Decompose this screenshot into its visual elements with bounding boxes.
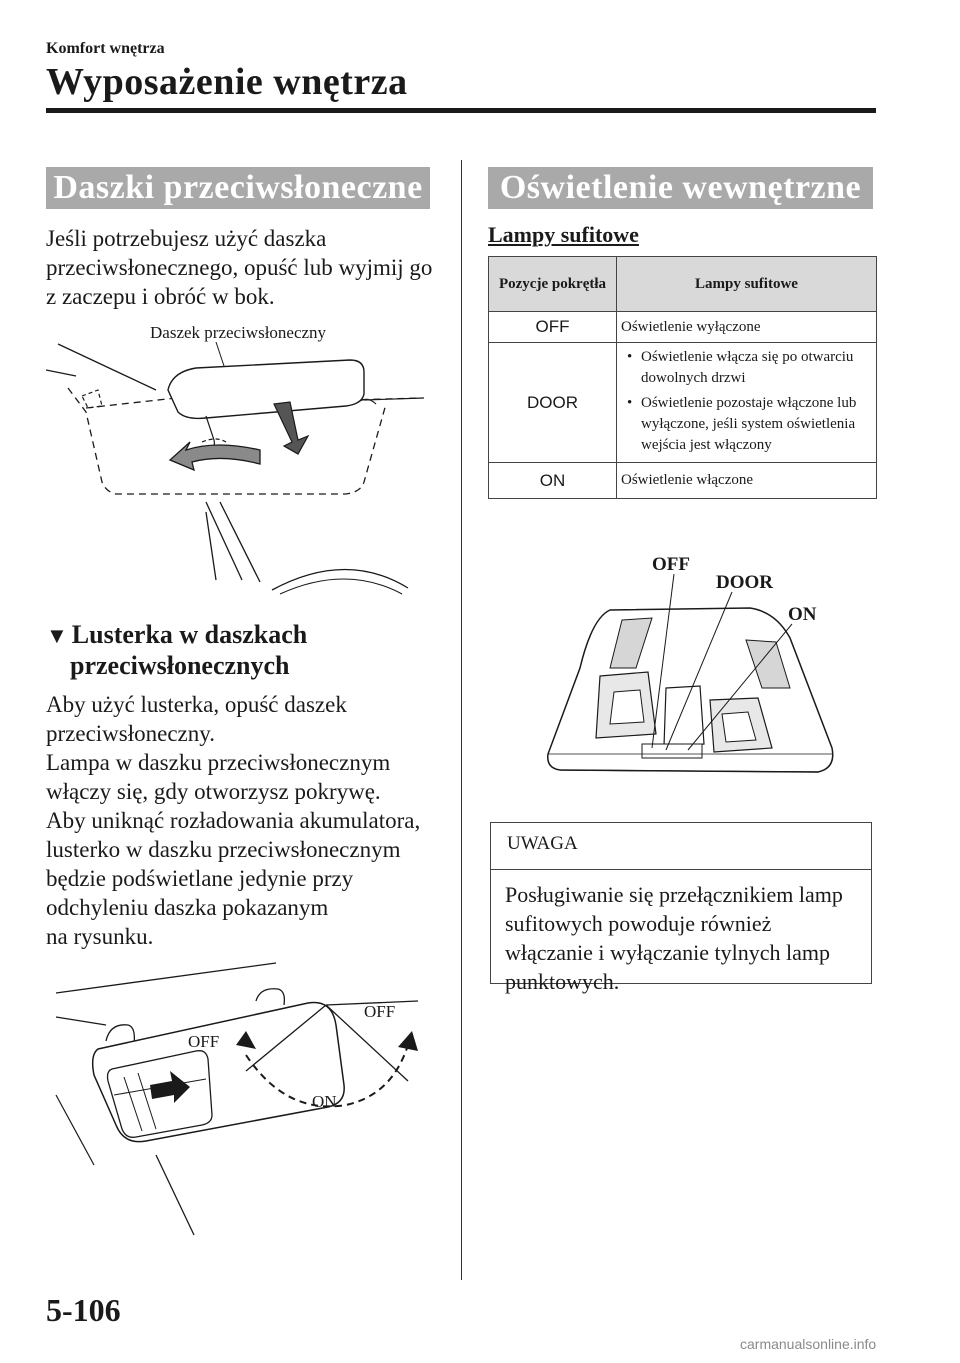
body-line: lusterko w daszku przeciwsłonecznym — [46, 837, 401, 862]
list-item: • Oświetlenie włącza się po otwarciu dowolnych drzwi — [641, 347, 876, 389]
vanity-mirror-figure — [46, 945, 446, 1245]
switch-positions-table — [488, 256, 877, 499]
watermark: carmanualsonline.info — [740, 1336, 877, 1352]
off-label-right: OFF — [364, 1002, 396, 1021]
header-rule — [46, 108, 876, 113]
body-line: na rysunku. — [46, 924, 154, 949]
body-line: Lampa w daszku przeciwsłonecznym — [46, 750, 391, 775]
intro-line: Jeśli potrzebujesz użyć daszka — [46, 226, 327, 251]
table-header-row — [489, 257, 877, 312]
door-label: DOOR — [716, 572, 773, 593]
note-line: włączanie i wyłączanie tylnych lamp — [505, 940, 830, 965]
description-cell — [617, 343, 877, 463]
intro-line: z zaczepu i obróć w bok. — [46, 284, 275, 309]
table-header: Lampy sufitowe — [617, 257, 877, 312]
column-divider — [461, 160, 462, 1280]
page-number: 5-106 — [46, 1292, 121, 1328]
position-cell: DOOR — [489, 343, 617, 463]
table-row — [489, 463, 877, 499]
body-line: włączy się, gdy otworzysz pokrywę. — [46, 779, 381, 804]
note-heading: UWAGA — [491, 823, 871, 870]
description-cell: Oświetlenie włączone — [617, 463, 877, 499]
section-title-ceiling-lamps: Lampy sufitowe — [488, 222, 639, 247]
visor-label: Daszek przeciwsłoneczny — [150, 323, 327, 342]
note-body — [491, 870, 871, 1006]
list-item: • Oświetlenie pozostaje włączone lub wyłączone, jeśli system oświetlenia wejścia jest włączony — [641, 393, 876, 456]
body-line: będzie podświetlane jedynie przy — [46, 866, 354, 891]
off-label: OFF — [652, 554, 690, 575]
position-cell: ON — [489, 463, 617, 499]
table-row — [489, 312, 877, 343]
body-line: przeciwsłoneczny. — [46, 721, 216, 746]
body-line: Aby uniknąć rozładowania akumulatora, — [46, 808, 421, 833]
off-label-left: OFF — [188, 1032, 220, 1051]
body-line: odchyleniu daszka pokazanym — [46, 895, 329, 920]
bullet-list — [621, 347, 876, 456]
note-line: punktowych. — [505, 969, 620, 994]
on-label: ON — [312, 1092, 337, 1111]
body-paragraph — [46, 690, 420, 951]
triangle-marker-icon: ▼ — [46, 623, 68, 648]
note-line: Posługiwanie się przełącznikiem lamp — [505, 882, 843, 907]
table-header: Pozycje pokrętła — [489, 257, 617, 312]
note-box — [490, 822, 872, 994]
note-line: sufitowych powoduje również — [505, 911, 772, 936]
sun-visor-figure — [46, 312, 436, 602]
intro-paragraph — [46, 224, 432, 311]
subheading-line: przeciwsłonecznych — [70, 651, 290, 680]
page-title: Wyposażenie wnętrza — [46, 61, 408, 103]
section-banner-interior-lights: Oświetlenie wewnętrzne — [488, 167, 873, 209]
description-cell: Oświetlenie wyłączone — [617, 312, 877, 343]
table-row — [489, 343, 877, 463]
body-line: Aby użyć lusterka, opuść daszek — [46, 692, 347, 717]
position-cell: OFF — [489, 312, 617, 343]
subheading-line: Lusterka w daszkach — [71, 620, 308, 649]
breadcrumb: Komfort wnętrza — [46, 40, 165, 57]
section-banner-sun-visors: Daszki przeciwsłoneczne — [46, 167, 430, 209]
subheading-mirrors — [46, 620, 307, 681]
on-label: ON — [788, 604, 817, 625]
intro-line: przeciwsłonecznego, opuść lub wyjmij go — [46, 255, 433, 280]
overhead-console-figure — [540, 548, 840, 808]
